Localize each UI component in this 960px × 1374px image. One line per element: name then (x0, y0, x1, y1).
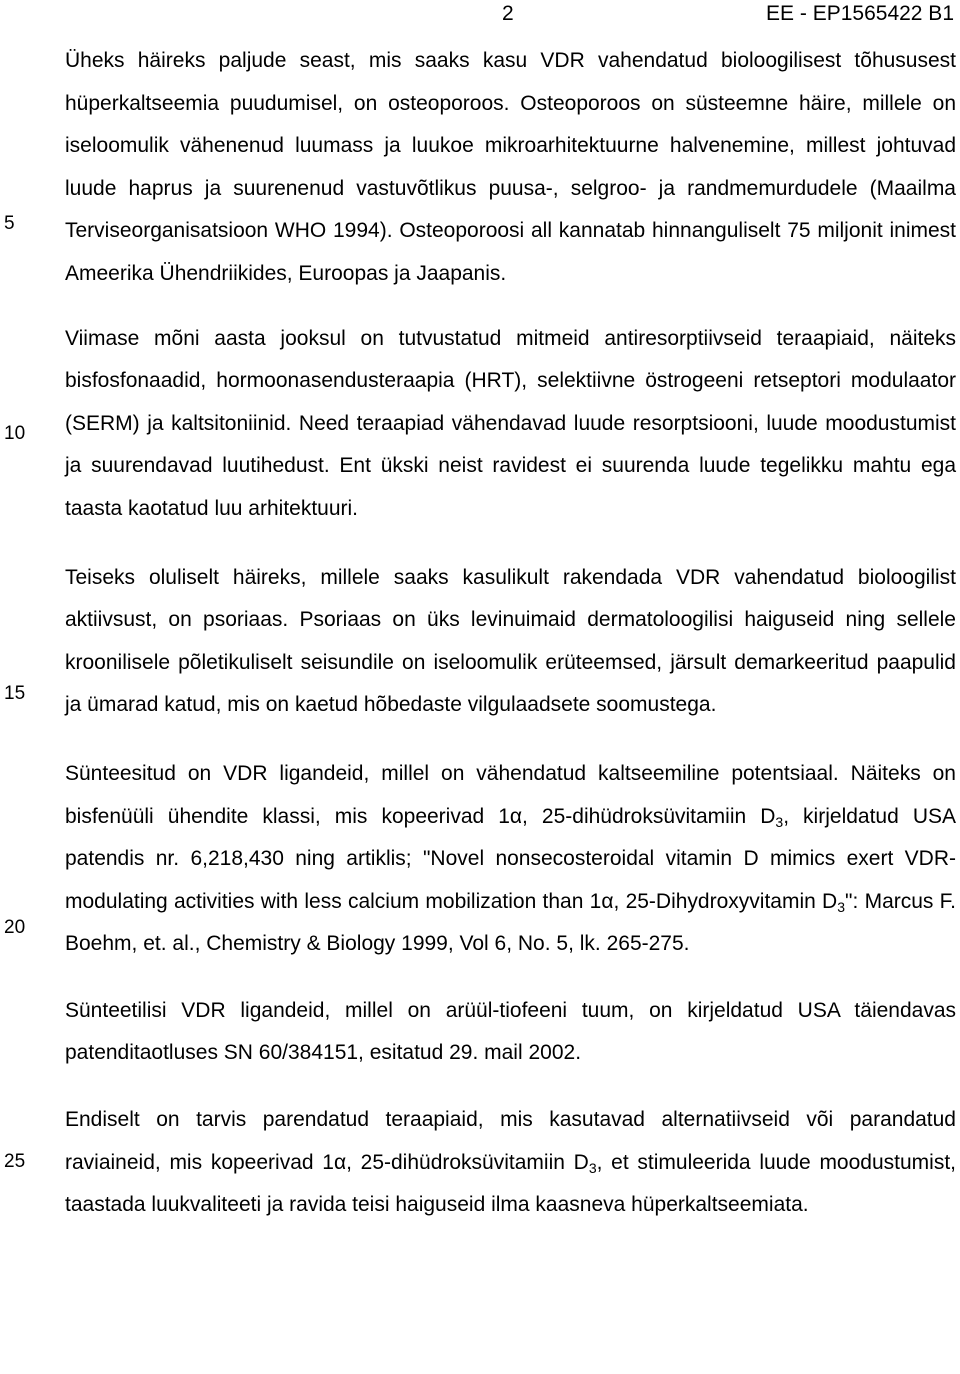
paragraph-improved-therapies (65, 1099, 956, 1227)
line-number-25: 25 (4, 1151, 26, 1172)
subscript-3: 3 (837, 898, 846, 915)
subscript-3: 3 (775, 813, 784, 830)
paragraph-synthesized-ligands-text-3: ": Marcus F. Boehm, et. al., Chemistry & Biology 1999, Vol 6, No. 5, lk. 265-275. (65, 889, 957, 956)
line-number-5: 5 (4, 213, 15, 234)
patent-id: EE - EP1565422 B1 (766, 2, 954, 25)
paragraph-improved-therapies-text-1: Endiselt on tarvis parendatud teraapiaid, mis kasutavad alternatiivseid või parandatud raviaineid, mis kopeerivad 1α, 25-dihüdroksüvitamiin D (65, 1108, 956, 1174)
paragraph-psoriasis: Teiseks oluliselt häireks, millele saaks kasulikult rakendada VDR vahendatud bioloogilist aktiivsust, on psoriaas. Psoriaas on üks levinuimaid dermatoloogilisi haiguseid ning sellele kroonilisele põletikuliselt seisundile on iseloomulik erüteemsed, järsult demarkeeritud paapulid ja ümarad katud, mis on kaetud hõbedaste vilgulaadsete soomustega. (65, 565, 956, 717)
paragraph-antiresorptive-therapies: Viimase mõni aasta jooksul on tutvustatud mitmeid antiresorptiivseid teraapiaid, näiteks bisfosfonaadid, hormoonasendusteraapia (HRT), selektiivne östrogeeni retseptori modulaator (SERM) ja kaltsitoniinid. Need teraapiad vähendavad luude resorptsiooni, luude moodustumist ja suurendavad luutihedust. Ent ükski neist ravidest ei suurenda luude tegelikku mahtu ega taasta kaotatud luu arhitektuuri. (65, 326, 956, 520)
paragraph-improved-therapies-text-2: , et stimuleerida luude moodustumist, taastada luukvaliteeti ja ravida teisi haiguseid ilma kaasneva hüperkaltseemiata. (65, 1150, 956, 1217)
paragraph-synthesized-ligands-text-2: , kirjeldatud USA patendis nr. 6,218,430 ning artiklis; "Novel nonsecosteroidal vitamin D mimics exert VDR-modulating activities with less calcium mobilization than 1α, 25-Dihydroxyvitamin D (65, 804, 956, 913)
line-numbers (0, 0, 40, 1374)
subscript-3: 3 (588, 1159, 597, 1176)
page-number: 2 (502, 2, 514, 25)
line-number-20: 20 (4, 917, 26, 938)
paragraph-osteoporosis: Üheks häireks paljude seast, mis saaks kasu VDR vahendatud bioloogilisest tõhususest hüperkaltseemia puudumisel, on osteoporoos. Osteoporoos on süsteemne häire, millele on iseloomulik vähenenud luumass ja luukoe mikroarhitektuurne halvenemine, millest johtuvad luude haprus ja suurenenud vastuvõtlikus puusa-, selgroo- ja randmemurdudele (Maailma Terviseorganisatsioon WHO 1994). Osteoporoosi all kannatab hinnanguliselt 75 miljonit inimest Ameerika Ühendriikides, Euroopas ja Jaapanis. (65, 49, 956, 285)
page-header (0, 0, 960, 32)
paragraph-aryl-thiophene-ligands: Sünteetilisi VDR ligandeid, millel on arüül-tiofeeni tuum, on kirjeldatud USA täiendavas patenditaotluses SN 60/384151, esitatud 29. mail 2002. (65, 998, 956, 1065)
line-number-10: 10 (4, 423, 26, 444)
paragraph-synthesized-ligands-text-1: Sünteesitud on VDR ligandeid, millel on vähendatud kaltseemiline potentsiaal. Näiteks on bisfenüüli ühendite klassi, mis kopeerivad 1α, 25-dihüdroksüvitamiin D (65, 761, 956, 828)
line-number-15: 15 (4, 683, 26, 704)
paragraph-synthesized-ligands (65, 753, 956, 966)
document-body (65, 40, 956, 1227)
